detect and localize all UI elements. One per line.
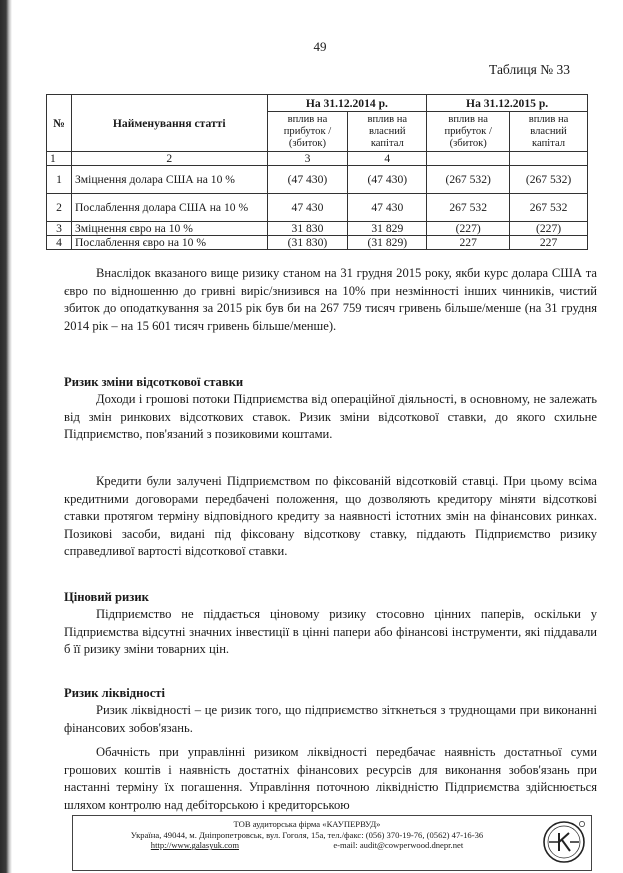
footer-text-block: [73, 819, 541, 851]
table-cell: [427, 152, 510, 166]
liquidity-risk-paragraph-2: Обачність при управлінні ризиком ліквідності передбачає наявність достатньої суми грошових коштів і наявність достатніх фінансових ресурсів для виконання зобов'язань при настанні терміну їх погашення. Управління поточною ліквідністю Підприємства здійснюється шляхом контролю над дебіторською і кредиторською: [64, 745, 597, 812]
table-cell: 2: [71, 152, 267, 166]
table-cell: (227): [510, 222, 588, 236]
footer-contacts: [73, 840, 541, 851]
interest-rate-risk-heading: Ризик зміни відсоткової ставки: [64, 375, 244, 389]
currency-risk-paragraph: Внаслідок вказаного вище ризику станом на 31 грудня 2015 року, якби курс долара США та євро по відношенню до гривні виріс/знизився на 10% при незмінності інших чинників, чистий збиток до оподаткування за 2015 рік був би на 267 759 тисяч гривень більше/менше (на 31 грудня 2014 рік – на 15 601 тисяч гривень більше/менше).: [64, 266, 597, 333]
table-row: [47, 236, 588, 250]
table-cell: 227: [427, 236, 510, 250]
table-cell: 2: [47, 194, 72, 222]
header-period-2015: На 31.12.2015 р.: [427, 95, 588, 112]
table-cell: 3: [267, 152, 348, 166]
table-cell: 31 830: [267, 222, 348, 236]
table-cell: 1: [47, 152, 72, 166]
currency-sensitivity-table: [46, 94, 588, 250]
table-cell: 47 430: [267, 194, 348, 222]
table-cell: Зміцнення євро на 10 %: [71, 222, 267, 236]
liquidity-risk-heading: Ризик ліквідності: [64, 686, 165, 700]
table-cell: (227): [427, 222, 510, 236]
liquidity-risk-paragraph-1: Ризик ліквідності – це ризик того, що підприємство зіткнеться з труднощами при виконанні фінансових зобов'язань.: [64, 703, 597, 735]
table-cell: (267 532): [427, 166, 510, 194]
table-cell: (47 430): [267, 166, 348, 194]
table-cell: Послаблення євро на 10 %: [71, 236, 267, 250]
table-cell: (267 532): [510, 166, 588, 194]
footer-address: Україна, 49044, м. Дніпропетровськ, вул. Гоголя, 15а, тел./факс: (056) 370-19-76, (0562) 47-16-36: [130, 829, 484, 840]
table-cell: (31 829): [348, 236, 427, 250]
table-cell: 3: [47, 222, 72, 236]
price-risk-paragraph: Підприємство не піддається ціновому ризику стосовно цінних паперів, оскільки у Підприємства відсутні значних інвестиції в цінні папери або фінансові інструменти, які піддавали б її ризику зміни товарних цін.: [64, 607, 597, 657]
table-cell: [510, 152, 588, 166]
footer-email: e-mail: audit@cowperwood.dnepr.net: [333, 840, 464, 851]
table-cell: Зміцнення долара США на 10 %: [71, 166, 267, 194]
table-cell: (47 430): [348, 166, 427, 194]
header-period-2014: На 31.12.2014 р.: [267, 95, 427, 112]
header-profit-impact-2015: вплив на прибуток / (збиток): [427, 112, 510, 152]
table-cell: 47 430: [348, 194, 427, 222]
table-cell: 267 532: [510, 194, 588, 222]
footer-website-link[interactable]: http://www.galasyuk.com: [150, 840, 240, 851]
table-cell: 267 532: [427, 194, 510, 222]
interest-rate-paragraph-1: Доходи і грошові потоки Підприємства від операційної діяльності, в основному, не залежать від змін ринкових відсоткових ставок. Ризик зміни відсоткової ставки, до якого схильне Підприємство, пов'язаний з позиковими коштами.: [64, 392, 597, 442]
table-cell: 227: [510, 236, 588, 250]
table-cell: (31 830): [267, 236, 348, 250]
table-row: [47, 166, 588, 194]
footer-firm-name: ТОВ аудиторська фірма «КАУПЕРВУД»: [233, 819, 381, 829]
header-equity-impact-2015: вплив на власний капітал: [510, 112, 588, 152]
header-number: №: [47, 95, 72, 152]
table-row: [47, 194, 588, 222]
table-cell: 1: [47, 166, 72, 194]
cowperwood-logo-icon: [541, 819, 587, 865]
table-cell: 4: [348, 152, 427, 166]
table-caption: Таблиця № 33: [489, 62, 570, 77]
table-index-row: [47, 152, 588, 166]
header-item-name: Найменування статті: [71, 95, 267, 152]
document-page: [40, 0, 600, 873]
table-cell: 31 829: [348, 222, 427, 236]
page-number: 49: [313, 39, 327, 54]
table-cell: 4: [47, 236, 72, 250]
header-equity-impact-2014: вплив на власний капітал: [348, 112, 427, 152]
header-profit-impact-2014: вплив на прибуток / (збиток): [267, 112, 348, 152]
auditor-footer: [72, 815, 592, 871]
scan-shadow-edge: [0, 0, 12, 873]
table-cell: Послаблення долара США на 10 %: [71, 194, 267, 222]
interest-rate-paragraph-2: Кредити були залучені Підприємством по фіксованій відсотковій ставці. При цьому всіма кредитними договорами передбачені положення, що дозволяють кредитору міняти відсоткові ставки протягом терміну відповідного кредиту за наявності істотних змін на фінансових ринках. Позикові засоби, видані під фіксовану відсоткову ставку, піддають Підприємство ризику справедливої вартості відсоткової ставки.: [64, 474, 597, 559]
table-row: [47, 222, 588, 236]
price-risk-heading: Ціновий ризик: [64, 590, 149, 604]
